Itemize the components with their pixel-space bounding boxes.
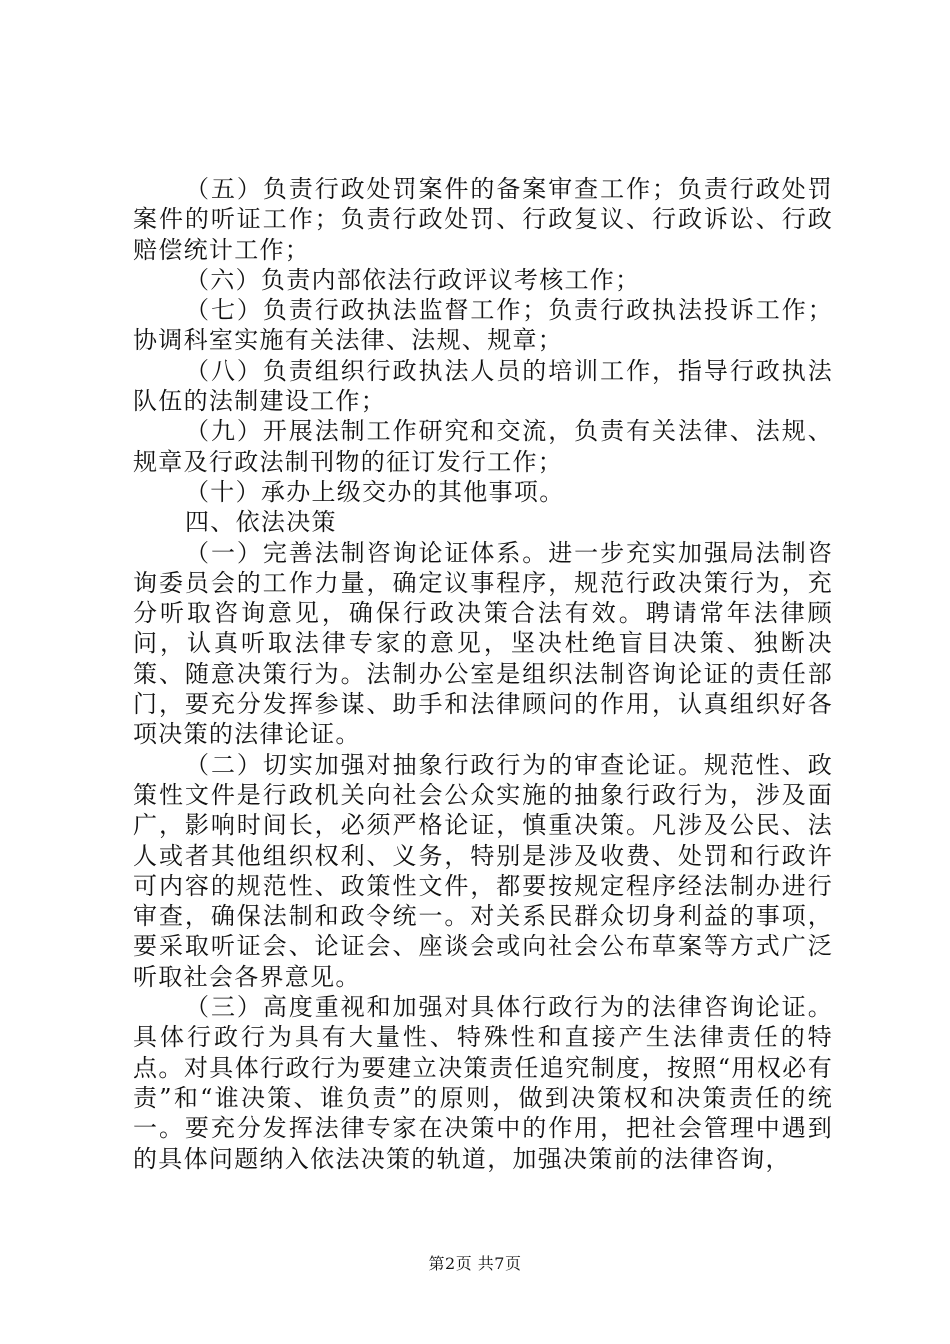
paragraph-item-5: （五）负责行政处罚案件的备案审查工作；负责行政处罚案件的听证工作；负责行政处罚、行政复议、行政诉讼、行政赔偿统计工作； [133,175,833,264]
document-body [133,174,833,1174]
paragraph-item-7: （七）负责行政执法监督工作；负责行政执法投诉工作；协调科室实施有关法律、法规、规章； [133,296,833,355]
paragraph-item-9: （九）开展法制工作研究和交流，负责有关法律、法规、规章及行政法制刊物的征订发行工作； [133,417,833,476]
page-number-footer: 第2页 共7页 [428,1254,522,1273]
paragraph-decision-2: （二）切实加强对抽象行政行为的审查论证。规范性、政策性文件是行政机关向社会公众实施的抽象行政行为，涉及面广，影响时间长，必须严格论证，慎重决策。凡涉及公民、法人或者其他组织权利、义务，特别是涉及收费、处罚和行政许可内容的规范性、政策性文件，都要按规定程序经法制办进行审查，确保法制和政令统一。对关系民群众切身利益的事项，要采取听证会、论证会、座谈会或向社会公布草案等方式广泛听取社会各界意见。 [133,750,833,991]
paragraph-decision-1: （一）完善法制咨询论证体系。进一步充实加强局法制咨询委员会的工作力量，确定议事程序，规范行政决策行为，充分听取咨询意见，确保行政决策合法有效。聘请常年法律顾问，认真听取法律专家的意见，坚决杜绝盲目决策、独断决策、随意决策行为。法制办公室是组织法制咨询论证的责任部门，要充分发挥参谋、助手和法律顾问的作用，认真组织好各项决策的法律论证。 [133,538,833,749]
paragraph-item-6: （六）负责内部依法行政评议考核工作； [185,265,641,294]
paragraph-item-8: （八）负责组织行政执法人员的培训工作，指导行政执法队伍的法制建设工作； [133,356,833,416]
paragraph-item-10: （十）承办上级交办的其他事项。 [185,477,565,506]
section-heading: 四、依法决策 [185,508,337,537]
paragraph-decision-3: （三）高度重视和加强对具体行政行为的法律咨询论证。具体行政行为具有大量性、特殊性和直接产生法律责任的特点。对具体行政行为要建立决策责任追究制度，按照“用权必有责”和“谁决策、谁负责”的原则，做到决策权和决策责任的统一。要充分发挥法律专家在决策中的作用，把社会管理中遇到的具体问题纳入依法决策的轨道，加强决策前的法律咨询， [133,993,833,1173]
